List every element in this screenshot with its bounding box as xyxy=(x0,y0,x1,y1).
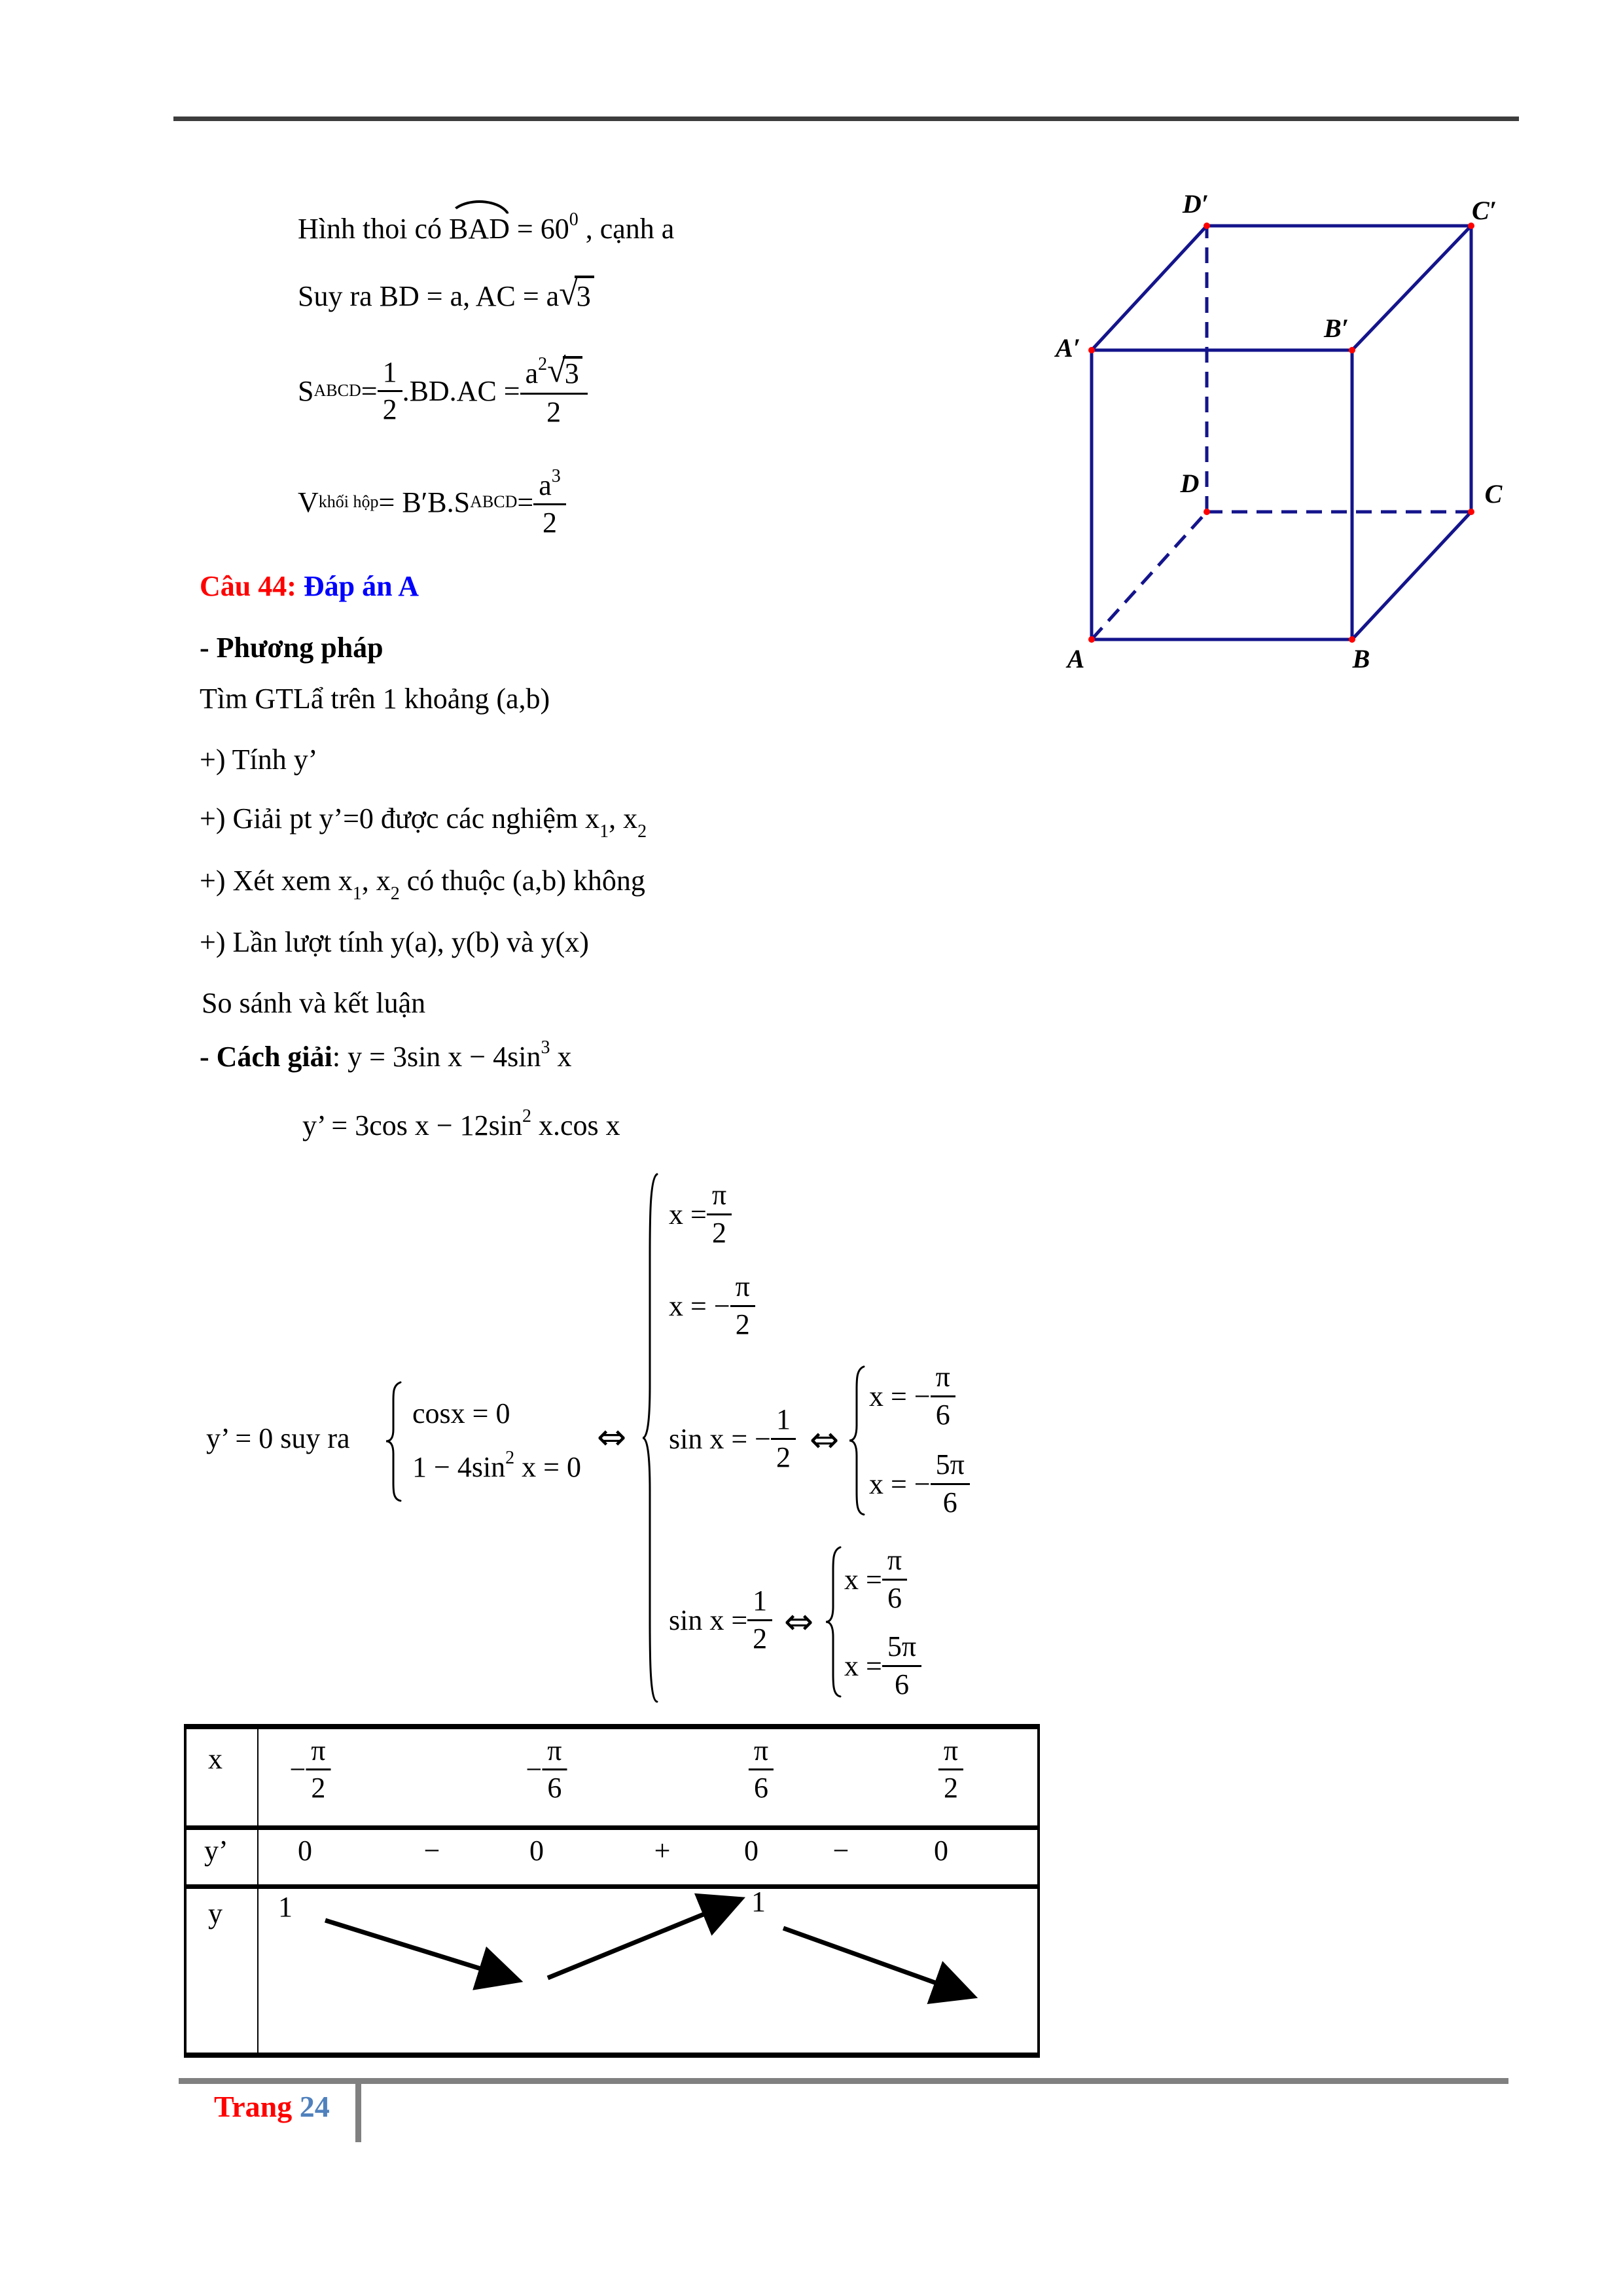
s-subscript: ABCD xyxy=(470,492,518,512)
sign: − xyxy=(289,1753,306,1786)
vertex-dot xyxy=(1349,636,1355,643)
label-c: C xyxy=(1484,479,1503,509)
sign: − xyxy=(526,1753,543,1786)
method-title: - Phương pháp xyxy=(200,632,383,664)
fraction xyxy=(882,1632,921,1699)
method-line xyxy=(200,863,645,905)
system-lead: y’ = 0 suy ra xyxy=(206,1422,350,1454)
cube-edges xyxy=(1092,226,1471,639)
case-sin-neg-half xyxy=(669,1403,796,1475)
method-line xyxy=(200,742,317,778)
solution-line xyxy=(200,1036,571,1075)
brace-sub-cases xyxy=(848,1365,868,1518)
vertex-dot xyxy=(1204,223,1210,229)
numerator xyxy=(520,351,588,395)
a: a xyxy=(525,357,539,389)
y-value-peak: 1 xyxy=(751,1886,766,1918)
intro-eq: = 60 xyxy=(509,213,569,245)
table-row-label-yprime: y’ xyxy=(204,1835,228,1867)
intro-text: Hình thoi có xyxy=(298,213,449,245)
fraction xyxy=(707,1180,732,1247)
a: a xyxy=(539,469,552,501)
cube-figure xyxy=(1034,157,1531,687)
intro-tail: , cạnh a xyxy=(578,213,675,245)
table-row-label-y: y xyxy=(208,1897,223,1929)
label-b: B xyxy=(1352,644,1370,673)
equals: = xyxy=(361,375,378,407)
numerator: 5π xyxy=(882,1632,921,1666)
vertex-dot xyxy=(1349,347,1355,353)
fraction-a2sqrt3-2 xyxy=(520,351,588,429)
arrow-increasing xyxy=(548,1901,737,1978)
yprime-zero: 0 xyxy=(298,1835,312,1867)
superscript: 2 xyxy=(522,1106,532,1126)
denominator: 6 xyxy=(887,1581,902,1614)
iff-arrow: ⇔ xyxy=(597,1416,627,1458)
yprime-sign: − xyxy=(423,1835,440,1867)
question-number: Câu 44: xyxy=(200,570,296,602)
vertex-dot xyxy=(1088,347,1095,353)
radicand: 3 xyxy=(563,356,582,389)
method-line xyxy=(202,985,425,1021)
subscript: 1 xyxy=(352,884,362,904)
prefix: x = xyxy=(844,1649,882,1682)
text-fragment: Tìm GTLẩ trên 1 khoảng (a,b) xyxy=(200,683,550,715)
numerator: π xyxy=(707,1180,732,1215)
superscript: 2 xyxy=(505,1448,515,1468)
fraction xyxy=(747,1586,772,1653)
numerator xyxy=(533,467,566,505)
brace-cases xyxy=(641,1173,661,1706)
numerator: π xyxy=(938,1736,963,1770)
label-a-prime: A′ xyxy=(1056,333,1080,363)
intro-line-diagonals xyxy=(298,274,594,316)
y-value-start: 1 xyxy=(278,1891,293,1923)
method-line xyxy=(200,800,647,843)
text-fragment: 1 − 4sin xyxy=(412,1451,506,1483)
v-symbol: V xyxy=(298,486,319,518)
question-answer-line xyxy=(200,568,419,604)
s-symbol: S xyxy=(298,375,314,407)
brace-sub-cases xyxy=(825,1546,844,1700)
radicand: 3 xyxy=(575,276,594,314)
volume-formula xyxy=(298,465,566,540)
text-fragment: , x xyxy=(609,802,638,834)
footer-vertical-bar xyxy=(355,2083,361,2142)
label-b-prime: B′ xyxy=(1324,314,1349,343)
text-fragment: +) Giải pt y’=0 được các nghiệm x xyxy=(200,802,600,834)
denominator: 2 xyxy=(776,1441,791,1473)
subscript: 2 xyxy=(637,821,647,842)
vertex-dot xyxy=(1204,509,1210,515)
area-formula xyxy=(298,353,588,429)
diagonal-eq: BD = a, AC = a xyxy=(379,280,560,312)
denominator: 2 xyxy=(711,1216,726,1249)
fraction xyxy=(730,1272,755,1339)
colon: : xyxy=(332,1041,348,1073)
superscript: 3 xyxy=(541,1037,550,1058)
fraction xyxy=(882,1545,907,1613)
v-subscript: khối hộp xyxy=(318,492,379,512)
function-eq xyxy=(348,1037,572,1073)
page-footer xyxy=(214,2089,330,2124)
fraction xyxy=(931,1362,955,1429)
denominator: 2 xyxy=(382,393,397,425)
intro-line-rhombus xyxy=(298,208,674,247)
vertex-dot xyxy=(1088,636,1095,643)
text-fragment: +) Xét xem x xyxy=(200,865,353,897)
top-rule xyxy=(173,117,1519,121)
numerator: π xyxy=(882,1545,907,1580)
text-fragment: +) Tính y’ xyxy=(200,744,318,776)
iff-arrow: ⇔ xyxy=(810,1419,840,1460)
arrow-decreasing xyxy=(783,1928,969,1995)
answer-label: Đáp án A xyxy=(296,570,419,602)
suyra-text: Suy ra xyxy=(298,280,380,312)
label-d-prime: D′ xyxy=(1182,189,1209,219)
prefix: x = − xyxy=(669,1289,730,1322)
edge-b-c xyxy=(1352,512,1471,639)
denominator: 2 xyxy=(546,396,562,429)
equals: = xyxy=(517,486,534,518)
vertex-dot xyxy=(1468,509,1474,515)
text-fragment: y’ = 3cos x − 12sin xyxy=(302,1109,523,1141)
page-word: Trang xyxy=(214,2090,300,2123)
solution-label: - Cách giải xyxy=(200,1041,332,1073)
iff-arrow: ⇔ xyxy=(784,1601,814,1642)
numerator: π xyxy=(749,1736,774,1770)
yprime-zero: 0 xyxy=(934,1835,948,1867)
denominator: 2 xyxy=(753,1622,768,1655)
numerator: 1 xyxy=(378,357,402,392)
derivative-eq xyxy=(302,1105,620,1143)
fraction xyxy=(931,1450,970,1517)
numerator: 5π xyxy=(931,1450,970,1484)
case-sin-half xyxy=(669,1584,772,1656)
text-fragment: x = 0 xyxy=(514,1451,581,1483)
radical-sign: √ xyxy=(559,275,578,312)
radical-sign: √ xyxy=(547,351,566,389)
denominator: 2 xyxy=(542,507,557,539)
denominator: 6 xyxy=(547,1772,562,1804)
label-d: D xyxy=(1180,469,1200,498)
footer-rule xyxy=(179,2078,1508,2084)
text-fragment: , x xyxy=(361,865,391,897)
condition-2 xyxy=(412,1446,581,1485)
yprime-sign: − xyxy=(832,1835,849,1867)
condition-1: cosx = 0 xyxy=(412,1397,510,1429)
edge-ap-dp xyxy=(1092,226,1207,350)
arrow-decreasing xyxy=(325,1920,514,1979)
subcase-x-negpi6 xyxy=(869,1360,955,1432)
text-fragment: x xyxy=(550,1041,572,1073)
subcase-x-pi6 xyxy=(844,1543,907,1615)
method-line xyxy=(200,681,550,717)
fraction xyxy=(771,1405,796,1472)
prefix: x = xyxy=(669,1198,707,1230)
numerator: π xyxy=(931,1362,955,1397)
prefix: sin x = xyxy=(669,1604,748,1636)
yprime-zero: 0 xyxy=(529,1835,544,1867)
edge-bp-cp xyxy=(1352,226,1471,350)
text-fragment: So sánh và kết luận xyxy=(202,987,426,1019)
prefix: x = − xyxy=(869,1380,931,1412)
edge-a-d-hidden xyxy=(1092,512,1207,639)
subscript: 2 xyxy=(390,884,400,904)
fraction-half xyxy=(378,357,402,425)
denominator: 6 xyxy=(894,1668,909,1700)
subscript: 1 xyxy=(599,821,609,842)
s-subscript: ABCD xyxy=(313,381,361,401)
numerator: π xyxy=(306,1736,330,1770)
denominator: 2 xyxy=(311,1772,326,1804)
prefix: x = xyxy=(844,1563,882,1596)
subcase-x-neg5pi6 xyxy=(869,1448,970,1520)
denominator: 6 xyxy=(754,1772,768,1804)
v-mid: = B′B.S xyxy=(378,486,471,518)
case-x-pi2 xyxy=(669,1178,732,1250)
numerator: π xyxy=(542,1736,567,1770)
numerator: 1 xyxy=(771,1405,796,1439)
yprime-zero: 0 xyxy=(744,1835,758,1867)
degree-sup: 0 xyxy=(569,209,579,230)
numerator: 1 xyxy=(747,1586,772,1621)
table-row-label-x: x xyxy=(208,1743,223,1775)
label-c-prime: C′ xyxy=(1472,196,1497,225)
bd-ac: .BD.AC = xyxy=(402,375,520,407)
angle-bad: BAD xyxy=(449,211,510,247)
fraction-a3-2 xyxy=(533,467,566,538)
exp-3: 3 xyxy=(551,465,561,486)
text-fragment: +) Lần lượt tính y(a), y(b) và y(x) xyxy=(200,926,589,958)
page-number: 24 xyxy=(299,2090,330,2123)
prefix: x = − xyxy=(869,1467,931,1500)
variation-arrows xyxy=(184,1724,1040,2058)
case-x-negpi2 xyxy=(669,1270,755,1342)
yprime-sign: + xyxy=(654,1835,671,1867)
denominator: 2 xyxy=(735,1308,750,1340)
text-fragment: x.cos x xyxy=(531,1109,620,1141)
text-fragment: y = 3sin x − 4sin xyxy=(348,1041,541,1073)
denominator: 2 xyxy=(944,1772,958,1804)
brace-conditions xyxy=(385,1381,404,1505)
label-a: A xyxy=(1067,644,1085,673)
method-line xyxy=(200,924,589,960)
denominator: 6 xyxy=(935,1398,950,1431)
exp-2: 2 xyxy=(538,353,548,374)
numerator: π xyxy=(730,1272,755,1306)
denominator: 6 xyxy=(942,1486,957,1518)
prefix: sin x = − xyxy=(669,1422,771,1455)
text-fragment: có thuộc (a,b) không xyxy=(399,865,645,897)
subcase-x-5pi6 xyxy=(844,1630,921,1702)
